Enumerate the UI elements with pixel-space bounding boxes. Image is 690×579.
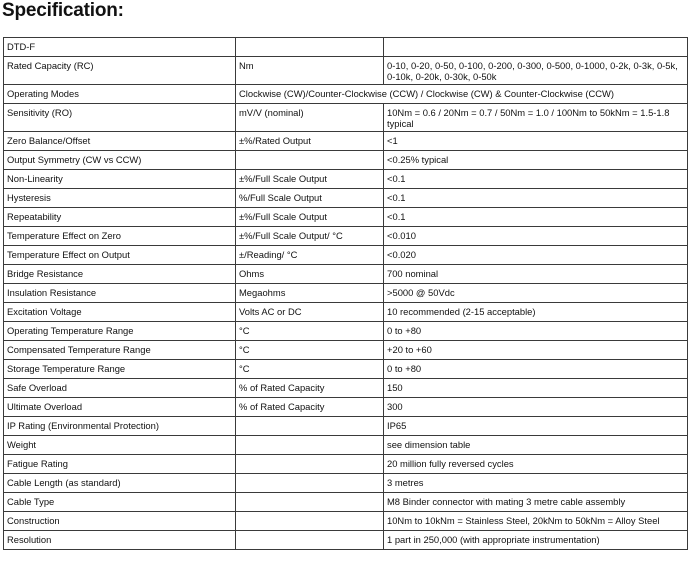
table-row — [4, 322, 688, 341]
unit-cell: Volts AC or DC — [236, 303, 384, 322]
unit-cell: ±%/Full Scale Output/ °C — [236, 227, 384, 246]
unit-cell: Ohms — [236, 265, 384, 284]
value-cell: <0.1 — [384, 170, 688, 189]
value-cell: <0.25% typical — [384, 151, 688, 170]
table-row — [4, 189, 688, 208]
table-row — [4, 170, 688, 189]
value-cell: <0.1 — [384, 208, 688, 227]
table-row — [4, 303, 688, 322]
value-cell: 3 metres — [384, 474, 688, 493]
value-cell: 0 to +80 — [384, 360, 688, 379]
unit-cell — [236, 417, 384, 436]
value-cell: 0 to +80 — [384, 322, 688, 341]
param-cell: Operating Temperature Range — [4, 322, 236, 341]
table-row — [4, 265, 688, 284]
param-cell: Compensated Temperature Range — [4, 341, 236, 360]
table-row — [4, 85, 688, 104]
param-cell: Sensitivity (RO) — [4, 104, 236, 132]
param-cell: Cable Type — [4, 493, 236, 512]
param-cell: Storage Temperature Range — [4, 360, 236, 379]
table-row — [4, 132, 688, 151]
unit-cell — [236, 151, 384, 170]
unit-cell — [236, 474, 384, 493]
value-cell: 300 — [384, 398, 688, 417]
unit-cell: ±%/Rated Output — [236, 132, 384, 151]
param-cell: Rated Capacity (RC) — [4, 57, 236, 85]
unit-cell — [236, 493, 384, 512]
unit-cell: ±%/Full Scale Output — [236, 208, 384, 227]
value-cell: 20 million fully reversed cycles — [384, 455, 688, 474]
table-row — [4, 436, 688, 455]
value-cell: 150 — [384, 379, 688, 398]
value-cell: <0.020 — [384, 246, 688, 265]
value-cell: IP65 — [384, 417, 688, 436]
param-cell: Repeatability — [4, 208, 236, 227]
param-cell: Construction — [4, 512, 236, 531]
value-cell: +20 to +60 — [384, 341, 688, 360]
table-row — [4, 151, 688, 170]
value-cell: 0-10, 0-20, 0-50, 0-100, 0-200, 0-300, 0-500, 0-1000, 0-2k, 0-3k, 0-5k, 0-10k, 0-20k, 0-30k, 0-50k — [384, 57, 688, 85]
value-cell: <0.010 — [384, 227, 688, 246]
unit-cell — [236, 455, 384, 474]
table-row — [4, 208, 688, 227]
unit-cell: Megaohms — [236, 284, 384, 303]
param-cell: Resolution — [4, 531, 236, 550]
value-cell — [384, 38, 688, 57]
unit-cell: mV/V (nominal) — [236, 104, 384, 132]
unit-cell: Nm — [236, 57, 384, 85]
param-cell: Temperature Effect on Output — [4, 246, 236, 265]
unit-cell — [236, 512, 384, 531]
table-row — [4, 531, 688, 550]
unit-cell: Clockwise (CW)/Counter-Clockwise (CCW) / Clockwise (CW) & Counter-Clockwise (CCW) — [236, 85, 688, 104]
param-cell: Non-Linearity — [4, 170, 236, 189]
value-cell: 700 nominal — [384, 265, 688, 284]
table-row — [4, 512, 688, 531]
param-cell: Excitation Voltage — [4, 303, 236, 322]
value-cell: 1 part in 250,000 (with appropriate instrumentation) — [384, 531, 688, 550]
table-row — [4, 474, 688, 493]
param-cell: Safe Overload — [4, 379, 236, 398]
unit-cell — [236, 436, 384, 455]
unit-cell: % of Rated Capacity — [236, 398, 384, 417]
param-cell: IP Rating (Environmental Protection) — [4, 417, 236, 436]
table-row — [4, 360, 688, 379]
table-row — [4, 38, 688, 57]
table-row — [4, 341, 688, 360]
unit-cell: °C — [236, 341, 384, 360]
param-cell: Insulation Resistance — [4, 284, 236, 303]
unit-cell: %/Full Scale Output — [236, 189, 384, 208]
unit-cell — [236, 531, 384, 550]
value-cell: <0.1 — [384, 189, 688, 208]
value-cell: M8 Binder connector with mating 3 metre cable assembly — [384, 493, 688, 512]
value-cell: <1 — [384, 132, 688, 151]
specification-table — [3, 37, 688, 550]
table-row — [4, 455, 688, 474]
param-cell: Bridge Resistance — [4, 265, 236, 284]
table-row — [4, 493, 688, 512]
param-cell: Fatigue Rating — [4, 455, 236, 474]
param-cell: Zero Balance/Offset — [4, 132, 236, 151]
param-cell: Operating Modes — [4, 85, 236, 104]
table-row — [4, 398, 688, 417]
table-row — [4, 417, 688, 436]
param-cell: Hysteresis — [4, 189, 236, 208]
table-row — [4, 246, 688, 265]
param-cell: Ultimate Overload — [4, 398, 236, 417]
param-cell: Cable Length (as standard) — [4, 474, 236, 493]
table-row — [4, 379, 688, 398]
unit-cell: ±/Reading/ °C — [236, 246, 384, 265]
unit-cell: % of Rated Capacity — [236, 379, 384, 398]
table-row — [4, 284, 688, 303]
unit-cell: ±%/Full Scale Output — [236, 170, 384, 189]
unit-cell — [236, 38, 384, 57]
page-title: Specification: — [2, 0, 124, 21]
table-row — [4, 227, 688, 246]
value-cell: 10Nm = 0.6 / 20Nm = 0.7 / 50Nm = 1.0 / 100Nm to 50kNm = 1.5-1.8 typical — [384, 104, 688, 132]
param-cell: Output Symmetry (CW vs CCW) — [4, 151, 236, 170]
value-cell: see dimension table — [384, 436, 688, 455]
value-cell: 10Nm to 10kNm = Stainless Steel, 20kNm to 50kNm = Alloy Steel — [384, 512, 688, 531]
value-cell: 10 recommended (2-15 acceptable) — [384, 303, 688, 322]
unit-cell: °C — [236, 360, 384, 379]
param-cell: DTD-F — [4, 38, 236, 57]
unit-cell: °C — [236, 322, 384, 341]
table-row — [4, 104, 688, 132]
param-cell: Temperature Effect on Zero — [4, 227, 236, 246]
value-cell: >5000 @ 50Vdc — [384, 284, 688, 303]
table-row — [4, 57, 688, 85]
param-cell: Weight — [4, 436, 236, 455]
